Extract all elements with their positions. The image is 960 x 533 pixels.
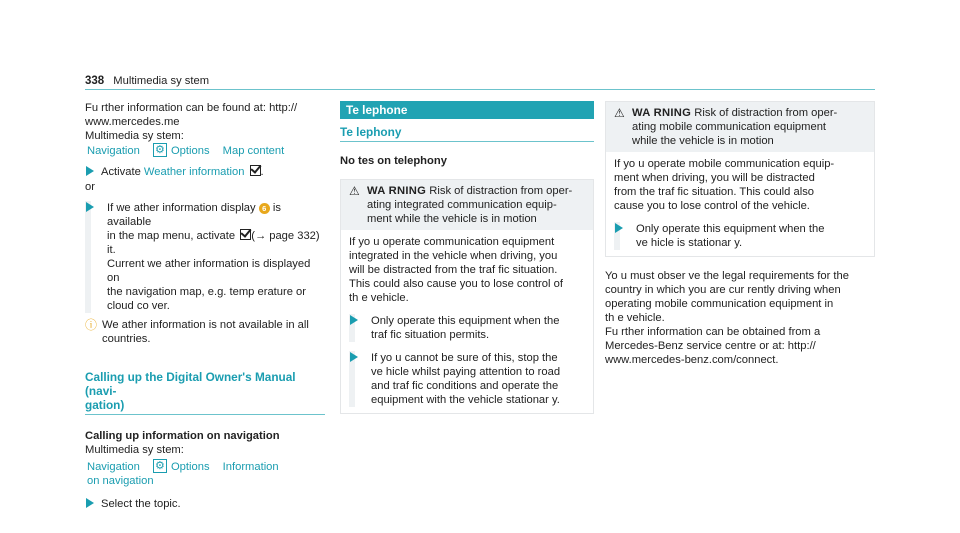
info-note: [85, 318, 325, 346]
column-right: [605, 101, 875, 367]
warning-text: If yo u operate communication equipment: [349, 236, 555, 248]
or-text: or: [85, 181, 95, 193]
page-header: [85, 74, 875, 90]
arrow-icon: [615, 223, 623, 233]
step-text: Only operate this equipment when the: [371, 315, 560, 327]
warning-box: [605, 101, 875, 257]
warning-box: [340, 179, 594, 414]
page-reference[interactable]: (→ page 332): [251, 230, 320, 242]
warning-text: from the traf fic situation. This could also: [614, 186, 815, 198]
warning-step: [614, 222, 866, 250]
info-text: countries.: [102, 333, 151, 345]
step-text: ve hicle whilst paying attention to road: [371, 366, 561, 378]
checkbox-checked-icon: [250, 165, 261, 176]
arrow-icon: [350, 352, 358, 362]
step-text: the navigation map, e.g. temp erature or: [107, 286, 307, 298]
column-left: [85, 101, 325, 511]
step-text: equipment with the vehicle stationar y.: [371, 394, 560, 406]
step-text: Activate: [101, 166, 141, 178]
paragraph-line: country in which you are cur rently driving when: [605, 284, 841, 296]
warning-head-text: Risk of distraction from oper-: [429, 185, 573, 197]
step-text: and traf fic conditions and operate the: [371, 380, 559, 392]
step-text: If yo u cannot be sure of this, stop the: [371, 352, 558, 364]
ms-label: Multimedia sy stem:: [85, 130, 184, 142]
menu-navigation[interactable]: Navigation: [87, 461, 140, 473]
notes-heading: No tes on telephony: [340, 155, 447, 167]
section-heading: Te lephony: [340, 119, 594, 142]
gear-icon: [153, 143, 167, 157]
warning-head-text: while the vehicle is in motion: [632, 135, 774, 147]
arrow-icon: [86, 498, 94, 508]
menu-options[interactable]: Options: [170, 461, 210, 473]
paragraph-line: Yo u must obser ve the legal requirements for the: [605, 270, 849, 282]
warning-step: [349, 314, 585, 342]
warning-body: [606, 152, 874, 256]
running-title: Multimedia sy stem: [113, 75, 210, 87]
paragraph-line: Fu rther information can be obtained from a: [605, 326, 821, 338]
column-middle: [340, 101, 594, 414]
step-text: Only operate this equipment when the: [636, 223, 825, 235]
arrow-icon: [86, 166, 94, 176]
step-text: Select the topic.: [101, 498, 181, 510]
step-activate-weather: Activate Weather information .: [85, 165, 325, 179]
section-heading: [85, 370, 325, 415]
warning-head-text: ating integrated communication equip-: [367, 199, 557, 211]
menu-path-weather: [85, 143, 325, 158]
info-icon: ⓘ: [85, 318, 98, 332]
info-text: We ather information is not available in all: [102, 319, 309, 331]
warning-head-text: ating mobile communication equipment: [632, 121, 827, 133]
menu-map-content[interactable]: Map content: [222, 145, 285, 157]
warning-header: [341, 180, 593, 230]
paragraph-line[interactable]: www.mercedes-benz.com/connect.: [605, 354, 779, 366]
legal-paragraph: [605, 269, 875, 367]
ms-label: Multimedia sy stem:: [85, 444, 184, 456]
warning-text: This could also cause you to lose control of: [349, 278, 563, 290]
warning-step: [349, 351, 585, 407]
section-heading-line: Calling up the Digital Owner's Manual (navi-: [85, 370, 296, 398]
sub-heading: Calling up information on navigation: [85, 430, 280, 442]
warning-triangle-icon: ⚠: [614, 106, 625, 120]
paragraph-line: th e vehicle.: [605, 312, 665, 324]
warning-head-text: ment while the vehicle is in motion: [367, 213, 537, 225]
warning-text: will be distracted from the traf fic situation.: [349, 264, 558, 276]
warning-head-text: Risk of distraction from oper-: [694, 107, 838, 119]
weather-information-link[interactable]: Weather information: [143, 166, 245, 178]
paragraph-line: Mercedes-Benz service centre or at: http://: [605, 340, 816, 352]
arrow-icon: [86, 202, 94, 212]
step-text: Current we ather information is displayed on: [107, 258, 311, 284]
step-text: it.: [107, 244, 116, 256]
intro-url: www.mercedes.me: [85, 116, 180, 128]
step-text: traf fic situation permits.: [371, 329, 490, 341]
warning-header: [606, 102, 874, 152]
chapter-bar: Te lephone: [340, 101, 594, 119]
step-text: If we ather information display: [107, 202, 256, 214]
number-badge: 6: [259, 203, 270, 214]
warning-text: th e vehicle.: [349, 292, 409, 304]
step-text: in the map menu, activate: [107, 230, 236, 242]
gear-icon: [153, 459, 167, 473]
warning-text: ment when driving, you will be distracted: [614, 172, 815, 184]
page-number: 338: [85, 75, 105, 87]
step-text: ve hicle is stationar y.: [636, 237, 743, 249]
warning-text: cause you to lose control of the vehicle.: [614, 200, 810, 212]
menu-navigation[interactable]: Navigation: [87, 145, 140, 157]
checkbox-checked-icon: [240, 229, 251, 240]
menu-information[interactable]: Information: [222, 461, 279, 473]
step-select-topic: [85, 497, 325, 511]
warning-triangle-icon: ⚠: [349, 184, 360, 198]
warning-text: If yo u operate mobile communication equip-: [614, 158, 835, 170]
paragraph-line: operating mobile communication equipment in: [605, 298, 834, 310]
menu-on-navigation[interactable]: on navigation: [87, 475, 154, 487]
warning-label: WA RNING: [632, 107, 692, 119]
intro-line: Fu rther information can be found at: http://: [85, 102, 298, 114]
step-text: cloud co ver.: [107, 300, 170, 312]
warning-body: [341, 230, 593, 413]
menu-options[interactable]: Options: [170, 145, 210, 157]
menu-path-info: [85, 459, 325, 474]
arrow-icon: [350, 315, 358, 325]
warning-text: integrated in the vehicle when driving, you: [349, 250, 558, 262]
step-text: is available: [107, 202, 281, 228]
warning-label: WA RNING: [367, 185, 427, 197]
section-heading-line: gation): [85, 398, 125, 412]
step-weather-display: [85, 201, 325, 313]
